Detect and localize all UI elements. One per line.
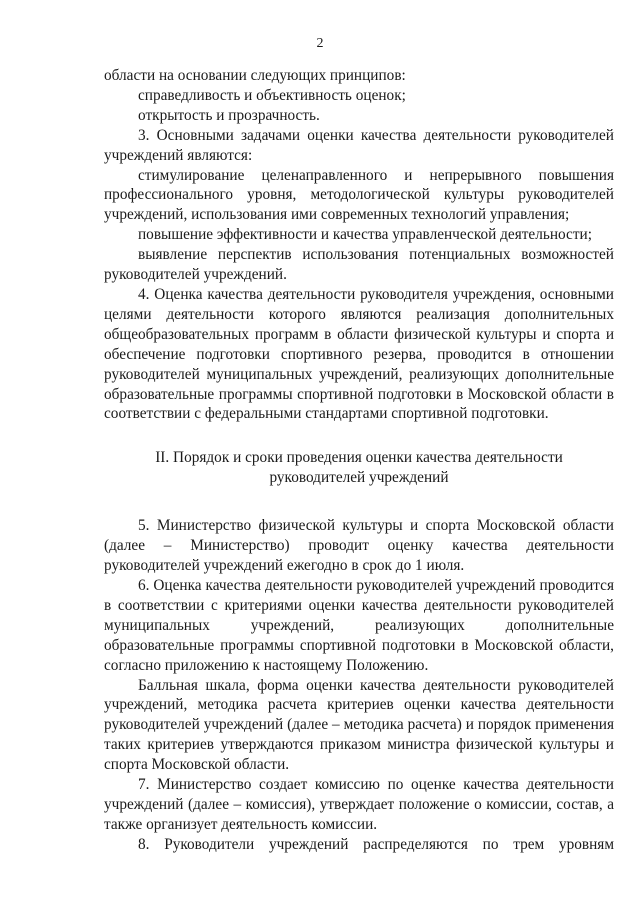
paragraph: стимулирование целенаправленного и непрерывного повышения профессионального уровня, методологической культуры руководителей учреждений, использования ими современных технологий управления; bbox=[104, 166, 614, 224]
page-number: 2 bbox=[316, 36, 324, 51]
section-1-continuation bbox=[104, 66, 614, 424]
paragraph: 7. Министерство создает комиссию по оценке качества деятельности учреждений (далее – комиссия), утверждает положение о комиссии, состав, а также организует деятельность комиссии. bbox=[104, 776, 614, 833]
paragraph: повышение эффективности и качества управленческой деятельности; bbox=[138, 226, 592, 244]
paragraph: 3. Основными задачами оценки качества деятельности руководителей учреждений являются: bbox=[104, 126, 614, 164]
section-2-body bbox=[104, 516, 614, 854]
section-heading bbox=[104, 448, 614, 488]
paragraph: справедливость и объективность оценок; bbox=[138, 86, 406, 104]
paragraph: Балльная шкала, форма оценки качества деятельности руководителей учреждений, методика расчета критериев оценки качества деятельности руководителей учреждений (далее – методика расчета) и порядок применения таких критериев утверждаются приказом министра физической культуры и спорта Московской области. bbox=[104, 676, 614, 774]
paragraph: 4. Оценка качества деятельности руководителя учреждения, основными целями деятельности которого являются реализация дополнительных общеобразовательных программ в области физической культуры и спорта и обеспечение подготовки спортивного резерва, проводится в отношении руководителей муниципальных учреждений, реализующих дополнительные образовательные программы спортивной подготовки в Московской области в соответствии с федеральными стандартами спортивной подготовки. bbox=[104, 285, 614, 423]
paragraph: выявление перспектив использования потенциальных возможностей руководителей учреждений. bbox=[104, 246, 614, 284]
paragraph: 6. Оценка качества деятельности руководителей учреждений проводится в соответствии с критериями оценки качества деятельности руководителей муниципальных учреждений, реализующих дополнительные образовательные программы спортивной подготовки в Московской области, согласно приложению к настоящему Положению. bbox=[104, 577, 614, 674]
section-heading-line-2: руководителей учреждений bbox=[269, 469, 449, 487]
paragraph: области на основании следующих принципов: bbox=[104, 67, 406, 84]
paragraph: открытость и прозрачность. bbox=[138, 106, 320, 124]
document-body bbox=[104, 66, 614, 855]
section-heading-line-1: II. Порядок и сроки проведения оценки качества деятельности bbox=[155, 449, 563, 467]
paragraph: 8. Руководители учреждений распределяются по трем уровням bbox=[138, 835, 614, 853]
paragraph: 5. Министерство физической культуры и спорта Московской области (далее – Министерство) проводит оценку качества деятельности руководителей учреждений ежегодно в срок до 1 июля. bbox=[104, 517, 614, 575]
